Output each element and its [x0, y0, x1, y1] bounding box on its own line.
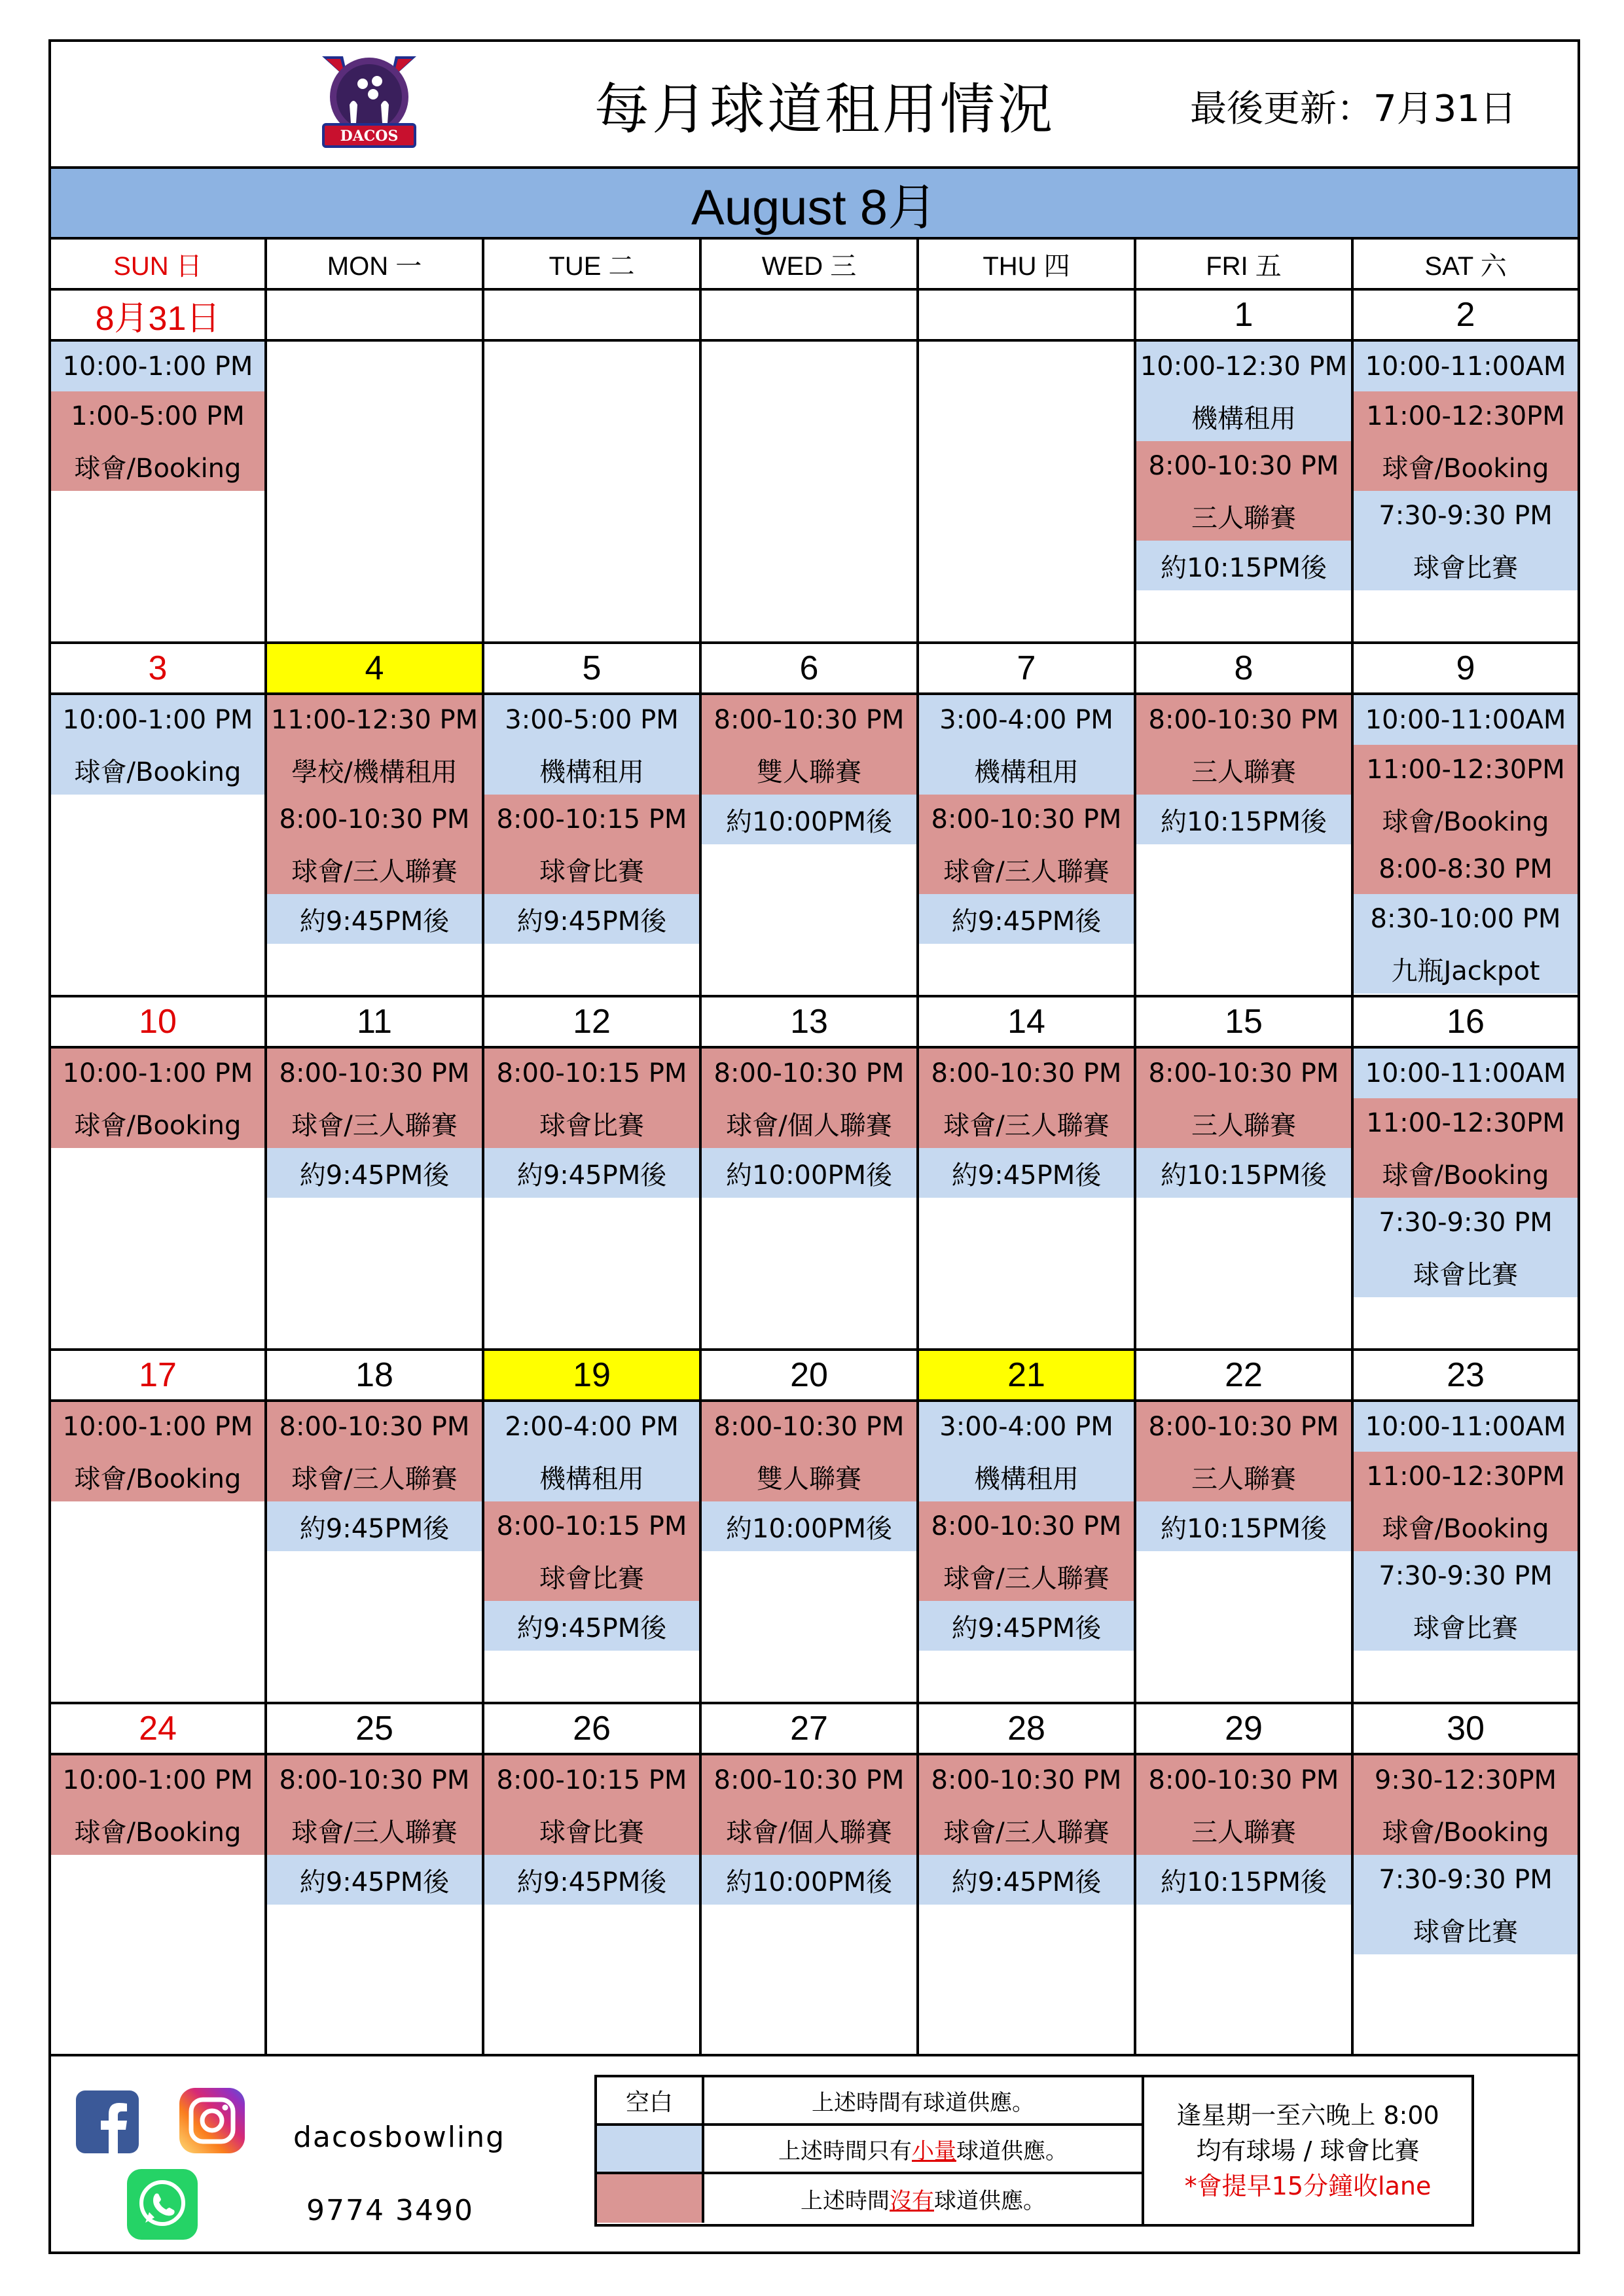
time-slot: 約9:45PM後 — [484, 1855, 699, 1905]
time-slot: 11:00-12:30 PM — [267, 695, 482, 745]
time-slot: 球會/Booking — [1354, 1805, 1578, 1855]
day-number: 23 — [1354, 1351, 1578, 1402]
day-cell[interactable] — [51, 1704, 267, 2054]
day-number: 29 — [1136, 1704, 1351, 1755]
time-slot: 10:00-11:00AM — [1354, 695, 1578, 745]
day-number: 14 — [919, 997, 1134, 1049]
time-slot: 約10:15PM後 — [1136, 1855, 1351, 1905]
time-slot: 機構租用 — [919, 1452, 1134, 1501]
time-slot: 8:00-10:30 PM — [1136, 1049, 1351, 1098]
time-slot: 雙人聯賽 — [702, 745, 916, 795]
time-slot: 8:30-10:00 PM — [1354, 894, 1578, 944]
day-cell[interactable] — [484, 1704, 702, 2054]
day-number: 11 — [267, 997, 482, 1049]
month-title: August 8月 — [51, 166, 1578, 240]
time-slot: 8:00-10:30 PM — [919, 1049, 1134, 1098]
time-slot: 約10:00PM後 — [702, 1855, 916, 1905]
day-cell[interactable] — [919, 291, 1136, 641]
legend-text — [704, 2077, 1142, 2123]
time-slot: 約10:15PM後 — [1136, 1148, 1351, 1198]
time-slot: 8:00-10:30 PM — [1136, 695, 1351, 745]
time-slot: 8:00-10:30 PM — [1136, 1402, 1351, 1452]
time-slot: 10:00-12:30 PM — [1136, 342, 1351, 391]
day-cell[interactable] — [1136, 644, 1354, 995]
time-slot: 10:00-11:00AM — [1354, 1049, 1578, 1098]
day-cell[interactable] — [484, 997, 702, 1348]
day-number: 2 — [1354, 291, 1578, 342]
last-updated: 最後更新：7月31日 — [1190, 88, 1517, 130]
calendar-grid — [51, 240, 1578, 2056]
day-cell[interactable] — [1354, 291, 1578, 641]
time-slot: 球會/Booking — [1354, 1148, 1578, 1198]
time-slot: 9:30-12:30PM — [1354, 1755, 1578, 1805]
day-number: 27 — [702, 1704, 916, 1755]
instagram-icon[interactable] — [179, 2088, 245, 2153]
day-number: 15 — [1136, 997, 1351, 1049]
day-number: 10 — [51, 997, 264, 1049]
day-cell[interactable] — [1136, 997, 1354, 1348]
weeks-container — [51, 291, 1578, 2056]
time-slot: 約10:00PM後 — [702, 1501, 916, 1551]
day-number — [267, 291, 482, 342]
legend-text — [704, 2126, 1142, 2172]
day-number: 19 — [484, 1351, 699, 1402]
day-number: 17 — [51, 1351, 264, 1402]
time-slot: 8:00-10:30 PM — [919, 795, 1134, 844]
time-slot: 8:00-10:30 PM — [702, 1049, 916, 1098]
legend-emphasis: 沒有 — [890, 2187, 934, 2214]
legend-text-after: 球道供應。 — [934, 2187, 1045, 2214]
time-slot: 約9:45PM後 — [919, 1855, 1134, 1905]
time-slot: 球會比賽 — [484, 844, 699, 894]
time-slot: 三人聯賽 — [1136, 1452, 1351, 1501]
day-cell[interactable] — [51, 1351, 267, 1702]
legend-swatch — [597, 2126, 704, 2172]
legend-swatch — [597, 2174, 704, 2223]
time-slot: 10:00-1:00 PM — [51, 1755, 264, 1805]
time-slot: 三人聯賽 — [1136, 491, 1351, 541]
social-handle: dacosbowling — [293, 2121, 506, 2154]
time-slot: 約9:45PM後 — [484, 1601, 699, 1651]
time-slot: 3:00-4:00 PM — [919, 1402, 1134, 1452]
time-slot: 球會/三人聯賽 — [919, 844, 1134, 894]
time-slot: 約10:15PM後 — [1136, 795, 1351, 844]
time-slot: 球會/Booking — [1354, 441, 1578, 491]
time-slot: 球會比賽 — [484, 1098, 699, 1148]
legend-swatch: 空白 — [597, 2077, 704, 2123]
day-number: 1 — [1136, 291, 1351, 342]
day-number: 30 — [1354, 1704, 1578, 1755]
time-slot: 球會/Booking — [51, 1805, 264, 1855]
time-slot: 7:30-9:30 PM — [1354, 1855, 1578, 1905]
legend-row — [597, 2174, 1142, 2223]
day-cell[interactable] — [1136, 1351, 1354, 1702]
weekday-header: WED 三 — [702, 240, 919, 288]
day-number: 18 — [267, 1351, 482, 1402]
time-slot: 球會/個人聯賽 — [702, 1805, 916, 1855]
time-slot: 雙人聯賽 — [702, 1452, 916, 1501]
day-number: 8月31日 — [51, 291, 264, 342]
day-cell[interactable] — [1136, 291, 1354, 641]
time-slot: 三人聯賽 — [1136, 1098, 1351, 1148]
time-slot: 約9:45PM後 — [267, 1501, 482, 1551]
time-slot: 1:00-5:00 PM — [51, 391, 264, 441]
time-slot: 8:00-10:30 PM — [702, 1755, 916, 1805]
time-slot: 8:00-10:30 PM — [702, 1402, 916, 1452]
legend-row — [597, 2126, 1142, 2174]
day-number: 28 — [919, 1704, 1134, 1755]
day-cell[interactable] — [919, 644, 1136, 995]
time-slot: 約10:15PM後 — [1136, 1501, 1351, 1551]
time-slot: 球會/三人聯賽 — [919, 1551, 1134, 1601]
time-slot: 11:00-12:30PM — [1354, 1452, 1578, 1501]
day-cell[interactable] — [267, 644, 484, 995]
day-cell[interactable] — [1136, 1704, 1354, 2054]
time-slot: 10:00-1:00 PM — [51, 1049, 264, 1098]
time-slot: 10:00-11:00AM — [1354, 342, 1578, 391]
time-slot: 10:00-1:00 PM — [51, 695, 264, 745]
day-cell[interactable] — [1354, 644, 1578, 995]
calendar-frame — [48, 39, 1580, 2254]
day-number: 16 — [1354, 997, 1578, 1049]
day-cell[interactable] — [919, 1351, 1136, 1702]
day-number: 7 — [919, 644, 1134, 695]
time-slot: 8:00-10:15 PM — [484, 795, 699, 844]
day-cell[interactable] — [267, 1704, 484, 2054]
day-number: 9 — [1354, 644, 1578, 695]
weekday-header: TUE 二 — [484, 240, 702, 288]
page-title: 每月球道租用情況 — [594, 77, 1056, 141]
note-line-3: *會提早15分鐘收lane — [1184, 2172, 1432, 2200]
time-slot: 11:00-12:30PM — [1354, 391, 1578, 441]
time-slot: 約9:45PM後 — [919, 1148, 1134, 1198]
time-slot: 8:00-10:30 PM — [1136, 1755, 1351, 1805]
legend-text-before: 上述時間有球道供應。 — [812, 2089, 1034, 2116]
time-slot: 球會比賽 — [1354, 1905, 1578, 1954]
time-slot: 球會/Booking — [1354, 795, 1578, 844]
day-number: 6 — [702, 644, 916, 695]
time-slot: 約9:45PM後 — [484, 1148, 699, 1198]
time-slot: 8:00-8:30 PM — [1354, 844, 1578, 894]
note-line-2: 均有球場 / 球會比賽 — [1196, 2136, 1420, 2165]
day-cell[interactable] — [1354, 1351, 1578, 1702]
time-slot: 球會/三人聯賽 — [267, 1805, 482, 1855]
time-slot: 約9:45PM後 — [919, 894, 1134, 944]
time-slot: 球會/Booking — [51, 1098, 264, 1148]
footer — [51, 2051, 1578, 2251]
day-cell[interactable] — [484, 1351, 702, 1702]
time-slot: 約10:15PM後 — [1136, 541, 1351, 590]
time-slot: 11:00-12:30PM — [1354, 1098, 1578, 1148]
time-slot: 球會/三人聯賽 — [267, 844, 482, 894]
time-slot: 學校/機構租用 — [267, 745, 482, 795]
day-number: 5 — [484, 644, 699, 695]
time-slot: 8:00-10:15 PM — [484, 1755, 699, 1805]
day-cell[interactable] — [267, 291, 484, 641]
facebook-icon[interactable] — [76, 2090, 139, 2153]
week-row — [51, 997, 1578, 1351]
time-slot: 球會比賽 — [1354, 1247, 1578, 1297]
legend-text-before: 上述時間只有 — [778, 2138, 912, 2164]
phone-number: 9774 3490 — [306, 2194, 474, 2227]
week-row — [51, 1704, 1578, 2056]
legend-text-before: 上述時間 — [801, 2187, 890, 2214]
time-slot: 約9:45PM後 — [267, 894, 482, 944]
weekday-header-row — [51, 240, 1578, 291]
time-slot: 10:00-1:00 PM — [51, 1402, 264, 1452]
weekday-header: THU 四 — [919, 240, 1136, 288]
legend-table — [594, 2075, 1144, 2227]
legend-text-after: 球道供應。 — [956, 2138, 1068, 2164]
time-slot: 球會比賽 — [484, 1805, 699, 1855]
day-number: 12 — [484, 997, 699, 1049]
time-slot: 球會/三人聯賽 — [919, 1098, 1134, 1148]
time-slot: 8:00-10:30 PM — [919, 1755, 1134, 1805]
time-slot: 球會/Booking — [51, 441, 264, 491]
time-slot: 球會/Booking — [51, 745, 264, 795]
time-slot: 7:30-9:30 PM — [1354, 1198, 1578, 1247]
time-slot: 球會/三人聯賽 — [267, 1452, 482, 1501]
time-slot: 球會/Booking — [1354, 1501, 1578, 1551]
day-number: 8 — [1136, 644, 1351, 695]
header — [51, 42, 1578, 166]
time-slot: 三人聯賽 — [1136, 1805, 1351, 1855]
day-cell[interactable] — [702, 1351, 919, 1702]
note-line-1: 逢星期一至六晚上 8:00 — [1176, 2101, 1439, 2130]
day-cell[interactable] — [919, 997, 1136, 1348]
day-number: 25 — [267, 1704, 482, 1755]
time-slot: 8:00-10:15 PM — [484, 1049, 699, 1098]
day-cell[interactable] — [51, 997, 267, 1348]
time-slot: 約9:45PM後 — [919, 1601, 1134, 1651]
day-cell[interactable] — [484, 644, 702, 995]
time-slot: 約9:45PM後 — [267, 1855, 482, 1905]
time-slot: 10:00-11:00AM — [1354, 1402, 1578, 1452]
legend-emphasis: 小量 — [912, 2138, 956, 2164]
day-number: 13 — [702, 997, 916, 1049]
time-slot: 7:30-9:30 PM — [1354, 491, 1578, 541]
time-slot: 機構租用 — [484, 745, 699, 795]
time-slot: 8:00-10:30 PM — [1136, 441, 1351, 491]
time-slot: 機構租用 — [1136, 391, 1351, 441]
time-slot: 7:30-9:30 PM — [1354, 1551, 1578, 1601]
legend-row — [597, 2077, 1142, 2126]
time-slot: 球會比賽 — [1354, 1601, 1578, 1651]
weekday-header: FRI 五 — [1136, 240, 1354, 288]
day-number — [702, 291, 916, 342]
day-number: 21 — [919, 1351, 1134, 1402]
day-cell[interactable] — [484, 291, 702, 641]
time-slot: 球會/個人聯賽 — [702, 1098, 916, 1148]
day-cell[interactable] — [919, 1704, 1136, 2054]
time-slot: 8:00-10:15 PM — [484, 1501, 699, 1551]
time-slot: 3:00-4:00 PM — [919, 695, 1134, 745]
time-slot: 機構租用 — [484, 1452, 699, 1501]
time-slot: 三人聯賽 — [1136, 745, 1351, 795]
time-slot: 8:00-10:30 PM — [267, 795, 482, 844]
time-slot: 11:00-12:30PM — [1354, 745, 1578, 795]
week-row — [51, 291, 1578, 644]
logo-text: DACOS — [340, 128, 399, 145]
time-slot: 球會/三人聯賽 — [919, 1805, 1134, 1855]
whatsapp-icon[interactable] — [127, 2169, 198, 2240]
day-cell[interactable] — [1354, 997, 1578, 1348]
day-number — [919, 291, 1134, 342]
time-slot: 球會比賽 — [1354, 541, 1578, 590]
time-slot: 3:00-5:00 PM — [484, 695, 699, 745]
time-slot: 約10:00PM後 — [702, 1148, 916, 1198]
time-slot: 8:00-10:30 PM — [267, 1049, 482, 1098]
time-slot: 球會比賽 — [484, 1551, 699, 1601]
weekday-header: SAT 六 — [1424, 251, 1507, 281]
week-row — [51, 1351, 1578, 1704]
day-cell[interactable] — [267, 1351, 484, 1702]
day-cell[interactable] — [51, 644, 267, 995]
time-slot: 機構租用 — [919, 745, 1134, 795]
time-slot: 8:00-10:30 PM — [919, 1501, 1134, 1551]
day-cell[interactable] — [702, 1704, 919, 2054]
legend-text — [704, 2174, 1142, 2223]
time-slot: 約9:45PM後 — [484, 894, 699, 944]
day-number — [484, 291, 699, 342]
time-slot: 約10:00PM後 — [702, 795, 916, 844]
weekday-header: SUN 日 — [51, 240, 267, 288]
day-cell[interactable] — [702, 644, 919, 995]
time-slot: 10:00-1:00 PM — [51, 342, 264, 391]
day-cell[interactable] — [702, 291, 919, 641]
day-cell[interactable] — [267, 997, 484, 1348]
day-cell[interactable] — [702, 997, 919, 1348]
day-number: 24 — [51, 1704, 264, 1755]
dacos-logo — [310, 51, 428, 156]
week-row — [51, 644, 1578, 997]
day-number: 4 — [267, 644, 482, 695]
day-number: 20 — [702, 1351, 916, 1402]
day-cell[interactable] — [1354, 1704, 1578, 2054]
day-number: 22 — [1136, 1351, 1351, 1402]
time-slot: 約9:45PM後 — [267, 1148, 482, 1198]
time-slot: 球會/Booking — [51, 1452, 264, 1501]
day-number: 26 — [484, 1704, 699, 1755]
time-slot: 8:00-10:30 PM — [267, 1755, 482, 1805]
weekday-header: MON 一 — [267, 240, 484, 288]
time-slot: 九瓶Jackpot — [1354, 944, 1578, 994]
day-cell[interactable] — [51, 291, 267, 641]
time-slot: 8:00-10:30 PM — [702, 695, 916, 745]
day-number: 3 — [51, 644, 264, 695]
time-slot: 2:00-4:00 PM — [484, 1402, 699, 1452]
time-slot: 球會/三人聯賽 — [267, 1098, 482, 1148]
note-box — [1144, 2075, 1474, 2227]
time-slot: 8:00-10:30 PM — [267, 1402, 482, 1452]
